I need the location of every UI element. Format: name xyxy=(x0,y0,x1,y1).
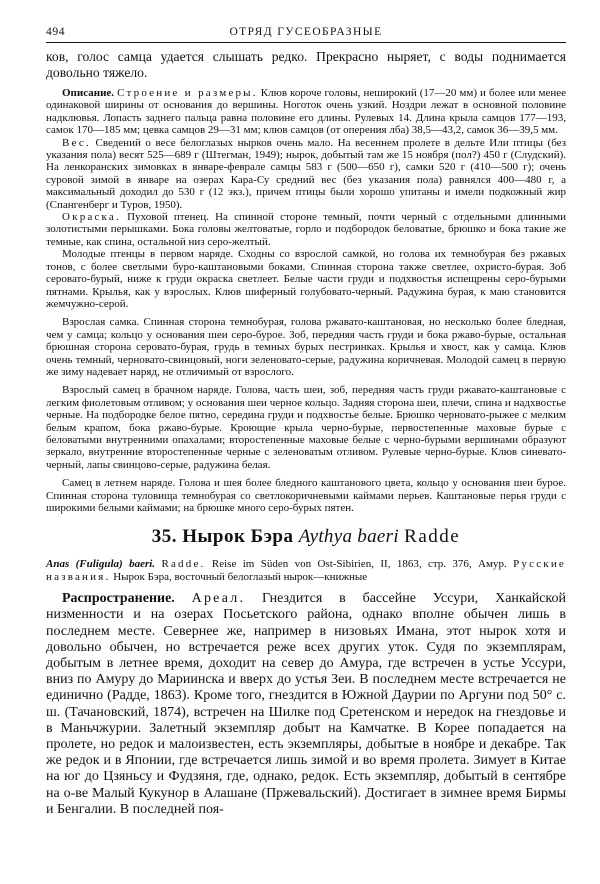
continuation-paragraph: ков, голос самца удается слышать редко. Прекрасно ныряет, с воды поднимается довольно тяжело. xyxy=(46,49,566,80)
coloration-text: Пуховой птенец. На спинной стороне темный, почти черный с отдельными длинными золотистыми перышками. Бока головы желтоватые, горло и подбородок беловатые, брюшко и бока такие же темные, как спина, остальной низ серо-желтый. xyxy=(46,211,567,248)
distribution-paragraph xyxy=(46,591,566,818)
book-page xyxy=(46,24,566,818)
species-number-name: 35. Нырок Бэра xyxy=(151,526,294,548)
synonym-reference: Reise im Süden von Ost-Sibirien, II, 1863, стр. 376, Амур. xyxy=(211,558,507,571)
synonymy-block xyxy=(46,558,566,583)
description-paragraph xyxy=(46,87,566,137)
running-header xyxy=(46,24,566,43)
coloration-paragraph xyxy=(46,211,566,248)
continuation-block xyxy=(46,49,566,81)
small-print-block xyxy=(46,87,566,514)
weight-paragraph xyxy=(46,137,566,211)
distribution-subhead: Ареал. xyxy=(191,591,246,607)
weight-lead: Вес. xyxy=(62,136,91,149)
description-subhead: Строение и размеры. xyxy=(117,87,258,99)
synonymy-paragraph xyxy=(46,558,566,583)
description-lead: Описание. xyxy=(62,87,115,99)
distribution-block xyxy=(46,591,566,818)
young-paragraph: Молодые птенцы в первом наряде. Сходны со взрослой самкой, но голова их темнобурая без ржавых тонов, с более светлыми буро-каштановыми боками. Спинная сторона также светлее, охристо-бурая. Зоб серовато-бурый, ниже к груди окраска светлеет. Белые части груди и подхвостья испещрены серо-бурыми пятнами. Крылья, как у взрослых. Клюв шиферный голубовато-черный. Радужина бурая, к маю становится жемчужно-серой. xyxy=(46,248,566,310)
distribution-lead: Распространение. xyxy=(62,591,175,607)
russian-names-label: Русские названия. xyxy=(46,558,567,583)
species-latin-name: Aythya baeri xyxy=(298,526,399,548)
russian-names: Нырок Бэра, восточный белоглазый нырок—книжные xyxy=(113,570,368,583)
species-heading xyxy=(46,526,566,548)
distribution-text: Гнездится в бассейне Уссури, Ханкайской низменности и на озерах Посьетского района, однако вполне обычен лишь в последнем месте. Севернее же, например в низовьях Имана, этот нырок хотя и довольно обычен, но встречается реже всех других уток. Судя по экземплярам, добытым в летнее время, доходит на север до Амура, где встречен в устье Уссури, вниз по Амуру до Мариинска и вверх до устья Зеи. В последнем месте встречается не единично (Радде, 1863). Кроме того, гнездится в Южной Даурии по Аргуни под 50° с. ш. (Тачановский, 1874), встречен на Шилке под Сретенском и нередок на гнездовье и в Маньчжурии. Залетный экземпляр добыт на Камчатке. В Корее попадается на пролете, но редок и малоизвестен, есть экземпляры, добытые в ноябре и декабре. Так же редок и в Японии, где встречается лишь зимой и во время пролета. Зимует в Китае на юг до Цзяньсу и Фудзяня, где, однако, редок. Есть экземпляр, добытый в сентябре на о-ве Малый Кукунор в Алашане (Пржевальский). Достигает в зимнее время Бирмы и Бенгалии. В последней поя- xyxy=(46,591,566,817)
synonym-author: Radde. xyxy=(161,558,206,571)
running-title: ОТРЯД ГУСЕОБРАЗНЫЕ xyxy=(229,26,383,38)
coloration-lead: Окраска. xyxy=(62,211,121,224)
weight-text: Сведений о весе белоглазых нырков очень мало. На весеннем пролете в дельте Или птицы (без указания пола) весят 525—689 г (Штегман, 1949); нырок, добытый там же 15 ноября (пол?) 450 г (Слудский). На ленкоранских зимовках в январе-феврале самцы 583 г (500—650 г), самки 520 г (410—500 г); очень суровой зимой в январе на озерах Кара-Су средний вес (без указания пола) равнялся 400—480 г, а максимальный доходил до 530 г (12 экз.), причем птицы были хорошо упитаны и имели подкожный жир (Спангенберг и Туров, 1950). xyxy=(46,136,567,211)
synonym-name: Anas (Fuligula) baeri. xyxy=(46,558,156,571)
summer-male-paragraph: Самец в летнем наряде. Голова и шея более бледного каштанового цвета, кольцо у основания шеи бурое. Спинная сторона туловища темнобурая со светлокоричневыми каймами перьев. Каштановые перья груди с широкими белыми каймами; на брюшке много серо-бурых пятен. xyxy=(46,477,566,514)
species-author: Radde xyxy=(404,526,461,548)
description-text: Клюв короче головы, неширокий (17—20 мм) и более или менее одинаковой ширины от основания до вершины. Ноготок очень узкий. Ноздри лежат в основной половине надклювья. Лопасть заднего пальца равна половине его длины. Рулевых 14. Длина крыла самцов 177—193, самок 170—185 мм; цевка самцов 29—31 мм; клюв самцов (от оперения лба) 38,5—43,2, самок 36—39,5 мм. xyxy=(46,87,567,137)
adult-male-paragraph: Взрослый самец в брачном наряде. Голова, часть шеи, зоб, передняя часть груди ржавато-каштановые с легким фиолетовым отливом; у основания шеи черное кольцо. Задняя сторона шеи, плечи, спина и надхвостье черные. На подбородке белое пятно, середина груди и подхвостье белые. Брюшко черновато-рыжее с мелким белым крапом, бока ржаво-бурые. Кроющие крыла черно-бурые, первостепенные маховые бурые с беловатыми внутренними опахалами; второстепенные маховые белые с черно-бурыми вершинами образуют зеркало, внутренние второстепенные черные с зеленоватым отливом. Рулевые черно-бурые. Клюв синевато-черный, лапы свинцово-серые, радужина белая. xyxy=(46,384,566,471)
page-number: 494 xyxy=(46,26,66,38)
adult-female-paragraph: Взрослая самка. Спинная сторона темнобурая, голова ржавато-каштановая, но несколько более бледная, чем у самца; кольцо у основания шеи серо-бурое. Зоб, передняя часть груди и бока ржаво-бурые, остальная брюшная сторона серовато-бурая, грудь в темных бурых пестринках. Крылья и хвост, как у самца. Клюв очень темный, черновато-свинцовый, ноги зеленовато-серые, радужина коричневая. Молодой самец в первую же зиму надевает наряд, не отличимый от взрослого. xyxy=(46,316,566,378)
